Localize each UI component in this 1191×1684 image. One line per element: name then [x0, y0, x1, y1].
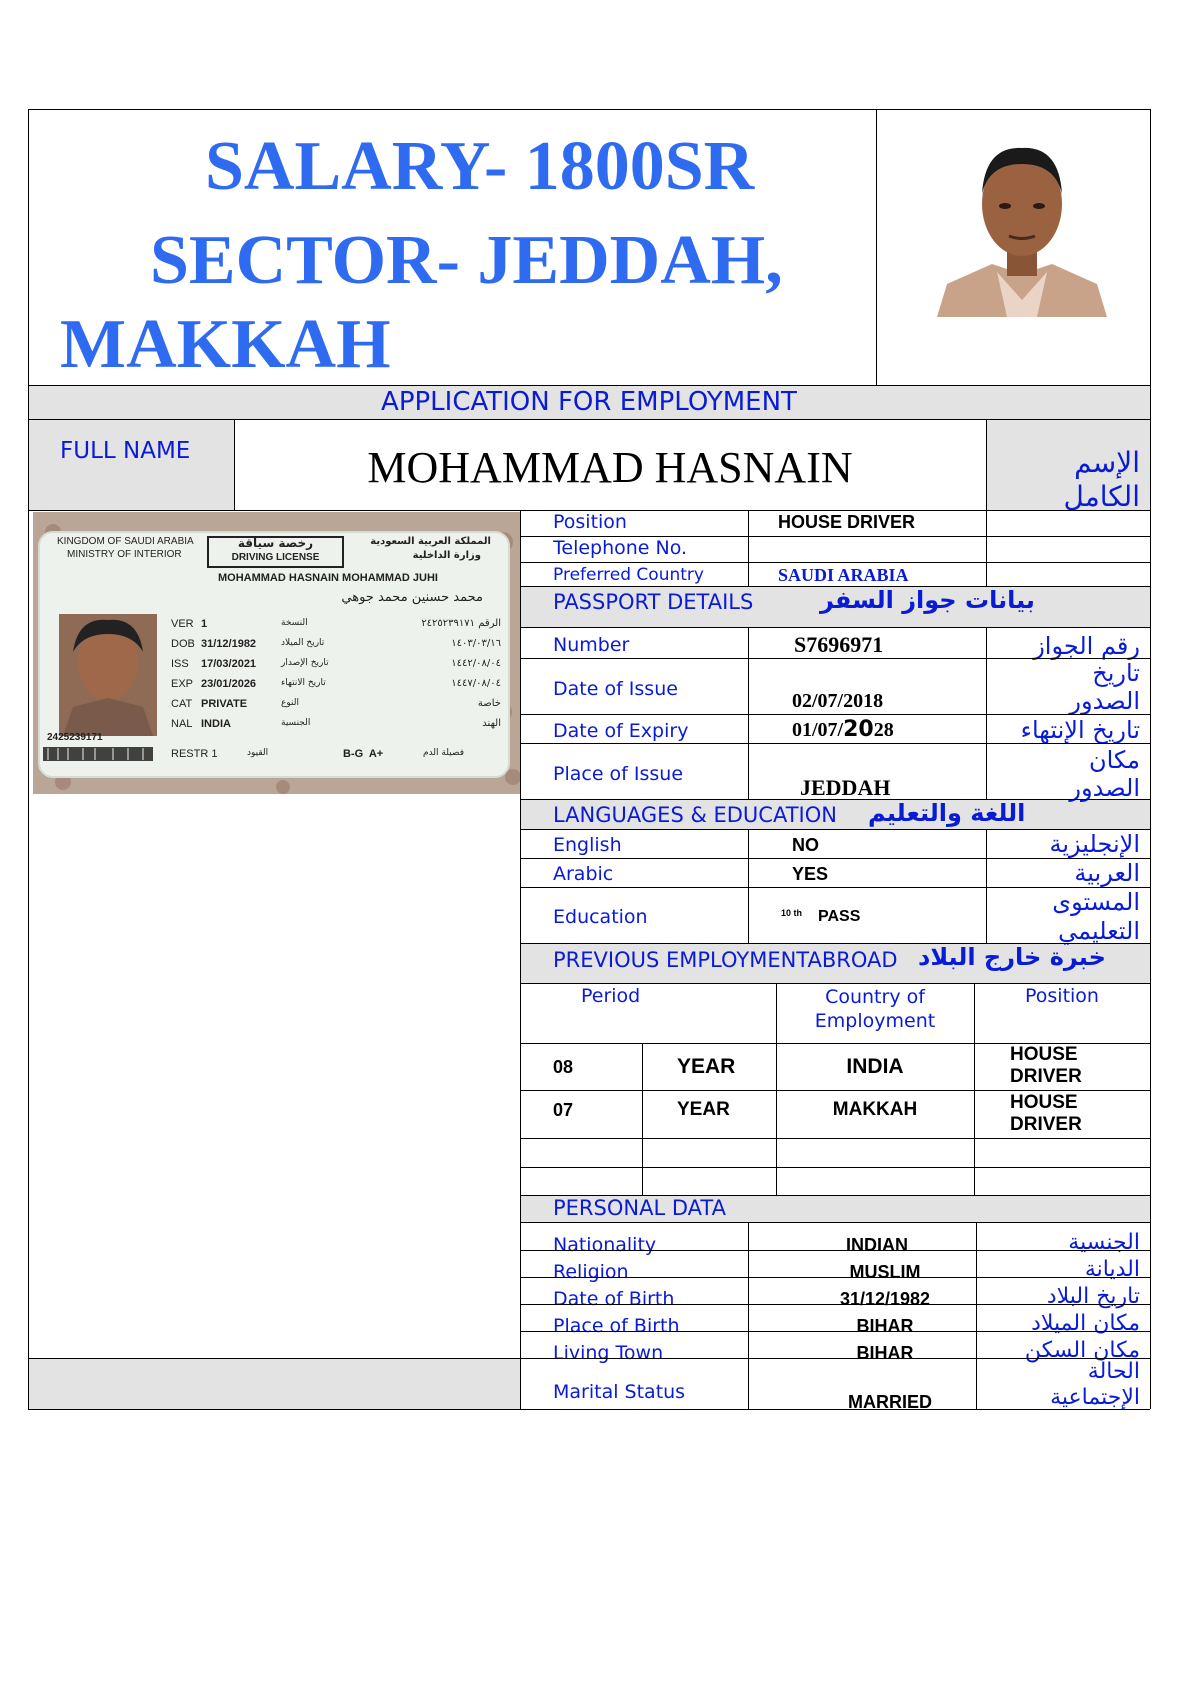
issue-date-label: Date of Issue: [553, 678, 678, 700]
full-name-ar-2: الكامل: [1063, 480, 1140, 513]
emp-col-position: Position: [1025, 985, 1099, 1007]
license-ministry-ar: وزارة الداخلية: [412, 550, 481, 561]
personal-section-title: PERSONAL DATA: [553, 1196, 726, 1220]
english-value: NO: [792, 835, 819, 855]
license-row-label: DOB: [171, 638, 195, 650]
preferred-country-label: Preferred Country: [553, 565, 704, 585]
dob-value: 31/12/1982: [839, 1289, 931, 1309]
english-ar: الإنجليزية: [1049, 830, 1140, 858]
license-row-ar-label: النوع: [281, 698, 299, 708]
town-label: Living Town: [553, 1342, 664, 1364]
passport-section-title: PASSPORT DETAILS: [553, 590, 754, 614]
license-row-ar-label: النسخة: [281, 618, 308, 628]
employment-section-title-ar: خبرة خارج البلاد: [918, 943, 1106, 971]
full-name-value: MOHAMMAD HASNAIN: [367, 443, 853, 492]
emp-position-1: HOUSE: [1010, 1092, 1078, 1113]
place-issue-ar-2: الصدور: [1069, 774, 1140, 802]
nationality-label: Nationality: [553, 1234, 657, 1256]
license-row-ar-value: خاصة: [477, 698, 501, 709]
full-name-ar-1: الإسم: [1074, 446, 1140, 479]
languages-section-title: LANGUAGES & EDUCATION: [553, 803, 837, 827]
license-row-label: ISS: [171, 658, 189, 670]
license-field-rows: [171, 618, 501, 738]
education-superscript: 10 th: [781, 908, 803, 918]
expiry-label: Date of Expiry: [553, 720, 689, 742]
place-issue-value: JEDDAH: [800, 775, 891, 800]
marital-ar-2: الإجتماعية: [1050, 1385, 1140, 1410]
place-issue-label: Place of Issue: [553, 763, 684, 785]
license-title-ar: رخصة سياقة: [237, 536, 314, 550]
emp-col-country-2: Employment: [814, 1010, 936, 1032]
emp-position-2: DRIVER: [1010, 1114, 1082, 1135]
telephone-label: Telephone No.: [553, 537, 688, 559]
marital-value: MARRIED: [848, 1392, 932, 1412]
license-row-label: CAT: [171, 698, 193, 710]
pob-label: Place of Birth: [553, 1315, 680, 1337]
religion-value: MUSLIM: [849, 1262, 921, 1282]
full-name-label: FULL NAME: [60, 438, 191, 464]
religion-label: Religion: [553, 1261, 629, 1283]
license-kingdom-en: KINGDOM OF SAUDI ARABIA: [57, 536, 194, 547]
license-row-label: VER: [171, 618, 194, 630]
license-row-ar-value: الهند: [482, 718, 501, 729]
license-row-ar-label: الجنسية: [281, 718, 311, 728]
education-ar-1: المستوى: [1052, 888, 1140, 916]
sector-heading-cont: MAKKAH: [60, 306, 391, 383]
position-value: HOUSE DRIVER: [778, 512, 916, 532]
expiry-value-part: 01/07/: [792, 719, 844, 741]
emp-country: MAKKAH: [832, 1099, 918, 1120]
education-value: PASS: [818, 908, 861, 925]
pob-ar: مكان الميلاد: [1031, 1311, 1140, 1336]
license-number: 2425239171: [47, 732, 103, 743]
place-issue-ar-1: مكان: [1088, 746, 1140, 774]
license-row-label: EXP: [171, 678, 194, 690]
driving-license-image: [33, 512, 521, 794]
emp-position-1: HOUSE: [1010, 1044, 1078, 1065]
emp-years: 07: [553, 1100, 574, 1120]
license-name-ar: محمد حسنين محمد جوهي: [341, 590, 483, 605]
license-kingdom-ar: المملكة العربية السعودية: [370, 536, 491, 547]
preferred-country-value: SAUDI ARABIA: [778, 565, 909, 585]
passport-number-value: S7696971: [794, 632, 884, 657]
passport-number-ar: رقم الجواز: [1033, 632, 1140, 660]
license-restr: RESTR 1: [171, 748, 218, 760]
applicant-photo: [937, 124, 1107, 317]
license-row-value: 23/01/2026: [201, 678, 257, 690]
license-blood-ar: فصيلة الدم: [423, 748, 465, 758]
license-name-en: MOHAMMAD HASNAIN MOHAMMAD JUHI: [218, 572, 438, 584]
full-name-label-cell: [28, 419, 234, 510]
license-row-value: PRIVATE: [201, 698, 248, 710]
license-row-ar-label: تاريخ الميلاد: [281, 638, 325, 648]
expiry-value: [792, 717, 894, 742]
license-row-ar-value: الرقم ٢٤٢٥٢٣٩١٧١: [421, 618, 501, 629]
license-row-ar-value: ١٤٠٣/٠٣/١٦: [451, 638, 501, 649]
expiry-value-part: 20: [843, 717, 874, 742]
license-row-value: 1: [201, 618, 208, 630]
passport-number-label: Number: [553, 634, 630, 656]
form-title: APPLICATION FOR EMPLOYMENT: [381, 387, 797, 417]
dob-label: Date of Birth: [553, 1288, 675, 1310]
license-row-label: NAL: [171, 718, 193, 730]
license-row-value: 17/03/2021: [201, 658, 257, 670]
license-row-value: INDIA: [201, 718, 231, 730]
marital-label: Marital Status: [553, 1381, 686, 1403]
town-ar: مكان السكن: [1024, 1338, 1140, 1363]
education-label: Education: [553, 906, 648, 928]
emp-col-period: Period: [581, 985, 641, 1007]
license-row-value: 31/12/1982: [201, 638, 257, 650]
marital-ar-1: الحالة: [1087, 1359, 1140, 1384]
nationality-value: INDIAN: [846, 1235, 908, 1255]
expiry-value-part: 28: [873, 719, 894, 741]
arabic-label: Arabic: [553, 863, 614, 885]
license-title-en: DRIVING LICENSE: [231, 552, 320, 563]
english-label: English: [553, 834, 622, 856]
languages-section-title-ar: اللغة والتعليم: [868, 799, 1026, 827]
emp-unit: YEAR: [677, 1055, 736, 1078]
town-value: BIHAR: [856, 1343, 914, 1363]
license-row-ar-value: ١٤٤٧/٠٨/٠٤: [451, 678, 501, 689]
emp-years: 08: [553, 1057, 574, 1077]
nationality-ar: الجنسية: [1068, 1230, 1140, 1255]
emp-col-country-1: Country of: [825, 986, 925, 1008]
salary-heading: SALARY- 1800SR: [205, 128, 755, 205]
dob-ar: تاريخ البلاد: [1046, 1284, 1140, 1309]
emp-unit: YEAR: [677, 1099, 730, 1120]
license-row-ar-value: ١٤٤٢/٠٨/٠٤: [451, 658, 501, 669]
religion-ar: الديانة: [1084, 1257, 1140, 1282]
license-ministry-en: MINISTRY OF INTERIOR: [67, 549, 182, 560]
license-row-ar-label: تاريخ الإصدار: [281, 658, 329, 668]
position-label: Position: [553, 511, 627, 533]
bottom-left-band: [28, 1358, 520, 1409]
arabic-ar: العربية: [1074, 859, 1140, 887]
license-restr-ar: القيود: [247, 748, 269, 758]
issue-date-ar-2: الصدور: [1069, 687, 1140, 715]
issue-date-ar-1: تاريخ: [1092, 659, 1140, 687]
expiry-ar: تاريخ الإنتهاء: [1020, 716, 1140, 744]
arabic-value: YES: [792, 864, 829, 884]
employment-section-title: PREVIOUS EMPLOYMENTABROAD: [553, 948, 898, 972]
pob-value: BIHAR: [856, 1316, 914, 1336]
license-blood: B-G A+: [343, 748, 384, 760]
passport-section-title-ar: بيانات جواز السفر: [820, 586, 1035, 614]
sector-heading: SECTOR- JEDDAH,: [150, 222, 783, 299]
education-ar-2: التعليمي: [1058, 917, 1140, 945]
emp-position-2: DRIVER: [1010, 1066, 1082, 1087]
issue-date-value: 02/07/2018: [792, 690, 884, 712]
emp-country: INDIA: [846, 1055, 904, 1078]
license-row-ar-label: تاريخ الانتهاء: [281, 678, 326, 688]
